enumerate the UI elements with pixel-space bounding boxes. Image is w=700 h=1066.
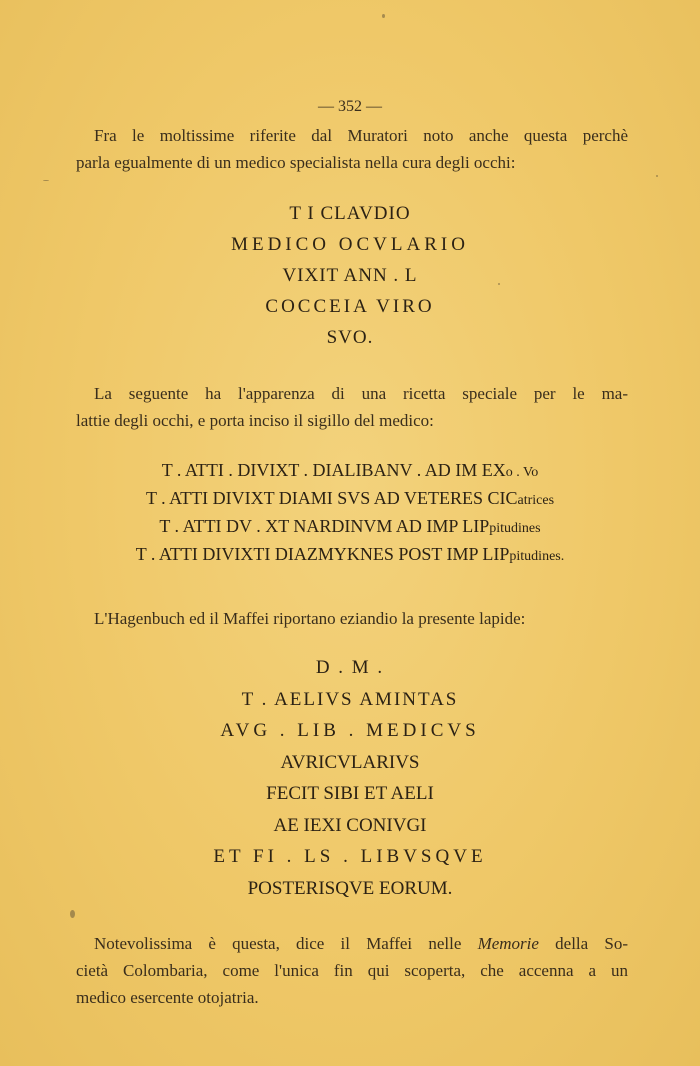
seal-line-abbrev: o . Vo (505, 465, 539, 480)
inscription-attius-seal (0, 456, 700, 568)
inscription-line: COCCEIA VIRO (265, 296, 435, 317)
paragraph-line: medico esercente otojatria. (76, 988, 259, 1007)
seal-line (0, 512, 700, 540)
paragraph-line: lattie degli occhi, e porta inciso il sigillo del medico: (76, 411, 434, 430)
paragraph-line: parla egualmente di un medico specialista nella cura degli occhi: (76, 153, 516, 172)
inscription-line: MEDICO OCVLARIO (231, 234, 469, 255)
seal-line-main: T . ATTI DV . XT NARDINVM AD IMP LIP (159, 516, 490, 536)
paragraph-hagenbuch (76, 605, 628, 632)
seal-line-abbrev: pitudines (489, 521, 541, 536)
inscription-line: T . AELIVS AMINTAS (241, 688, 459, 710)
inscription-line: ET FI . LS . LIBVSQVE (213, 846, 487, 867)
paper-speck (70, 910, 75, 918)
seal-line-main: T . ATTI . DIVIXT . DIALIBANV . AD IM EX (161, 460, 506, 480)
paragraph-maffei (76, 930, 628, 1011)
inscription-line: AE IEXI CONIVGI (273, 814, 427, 836)
inscription-line: AVG . LIB . MEDICVS (220, 720, 480, 741)
memorie-title: Memorie (477, 934, 539, 953)
paragraph-line: L'Hagenbuch ed il Maffei riportano eziandio la presente lapide: (94, 609, 526, 628)
inscription-line: T I CLAVDIO (289, 203, 411, 224)
seal-line-main: T . ATTI DIVIXTI DIAZMYKNES POST IMP LIP (135, 544, 510, 564)
paragraph-line: Fra le moltissime riferite dal Muratori noto anche questa perchè (94, 126, 628, 145)
seal-line (0, 456, 700, 484)
inscription-aelius (0, 652, 700, 904)
inscription-line: SVO. (326, 327, 374, 348)
paper-speck (656, 175, 658, 177)
inscription-line: AVRICVLARIVS (280, 751, 420, 773)
paragraph-line: cietà Colombaria, come l'unica fin qui scoperta, che accenna a un (76, 961, 628, 980)
paper-speck (498, 283, 500, 285)
page-number: — 352 — (318, 98, 382, 115)
paper-speck (43, 180, 49, 181)
paper-speck (382, 14, 385, 18)
seal-line-main: T . ATTI DIVIXT DIAMI SVS AD VETERES CIC (145, 488, 518, 508)
inscription-line: FECIT SIBI ET AELI (266, 783, 434, 804)
paragraph-text: della So- (538, 934, 629, 953)
paragraph-line: La seguente ha l'apparenza di una ricetta speciale per le ma- (94, 384, 628, 403)
inscription-line: D . M . (315, 657, 385, 678)
seal-line-abbrev: atrices (517, 493, 555, 508)
inscription-line: VIXIT ANN . L (282, 265, 418, 286)
inscription-claudio (0, 198, 700, 353)
paragraph-line (76, 930, 628, 957)
paragraph-muratori (76, 122, 628, 176)
seal-line (0, 484, 700, 512)
paragraph-ricetta (76, 380, 628, 434)
seal-line-abbrev: pitudines. (509, 549, 565, 564)
inscription-line: POSTERISQVE EORUM. (247, 877, 453, 899)
seal-line (0, 540, 700, 568)
paragraph-text: Notevolissima è questa, dice il Maffei nelle (94, 934, 478, 953)
